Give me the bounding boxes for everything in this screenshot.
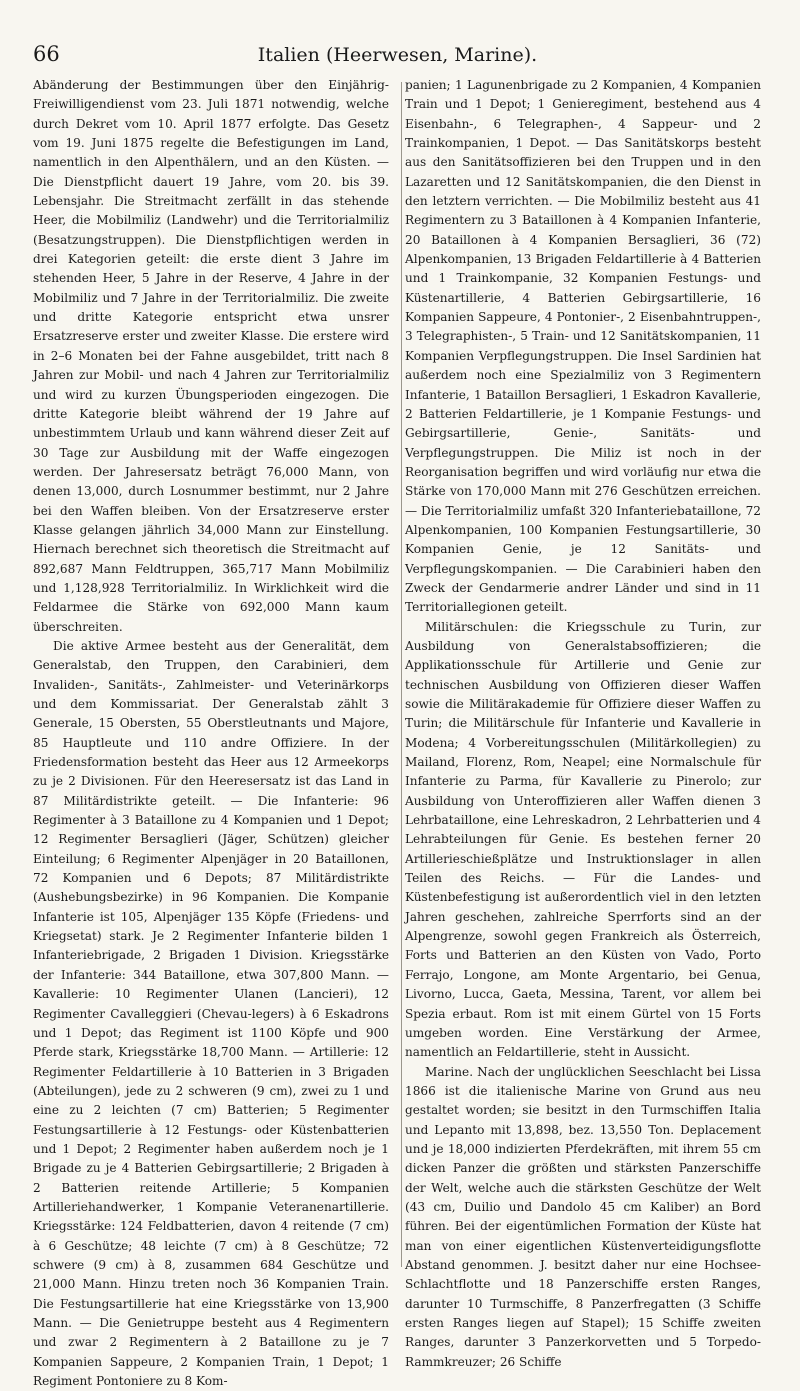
text-columns [33,76,762,1391]
running-head: Italien (Heerwesen, Marine). [257,44,538,66]
paragraph: Die aktive Armee besteht aus der Generalität, dem Generalstab, den Truppen, den Carabinieri, dem Invaliden-, Sanitäts-, Zahlmeister- und Veterinärkorps und dem Kommissariat. Der Generalstab zählt 3 Generale, 15 Obersten, 55 Oberstleutnants und Majore, 85 Hauptleute und 110 andre Offiziere. In der Friedensformation besteht das Heer aus 12 Armeekorps zu je 2 Divisionen. Für den Heeresersatz ist das Land in 87 Militärdistrikte geteilt. — Die Infanterie: 96 Regimenter à 3 Bataillone zu 4 Kompanien und 1 Depot; 12 Regimenter Bersaglieri (Jäger, Schützen) gleicher Einteilung; 6 Regimenter Alpenjäger in 20 Bataillonen, 72 Kompanien und 6 Depots; 87 Militärdistrikte (Aushebungsbezirke) in 96 Kompanien. Die Kompanie Infanterie ist 105, Alpenjäger 135 Köpfe (Friedens- und Kriegsetat) stark. Je 2 Regimenter Infanterie bilden 1 Infanteriebrigade, 2 Brigaden 1 Division. Kriegsstärke der Infanterie: 344 Bataillone, etwa 307,800 Mann. — Kavallerie: 10 Regimenter Ulanen (Lancieri), 12 Regimenter Cavalleggieri (Chevau-legers) à 6 Eskadrons und 1 Depot; das Regiment ist 1100 Köpfe und 900 Pferde stark, Kriegsstärke 18,700 Mann. — Artillerie: 12 Regimenter Feldartillerie à 10 Batterien in 3 Brigaden (Abteilungen), jede zu 2 schweren (9 cm), zwei zu 1 und eine zu 2 leichten (7 cm) Batterien; 5 Regimenter Festungsartillerie à 12 Festungs- oder Küstenbatterien und 1 Depot; 2 Regimenter haben außerdem noch je 1 Brigade zu je 4 Batterien Gebirgsartillerie; 2 Brigaden à 2 Batterien reitende Artillerie; 5 Kompanien Artilleriehandwerker, 1 Kompanie Veteranenartillerie. Kriegsstärke: 124 Feldbatterien, davon 4 reitende (7 cm) à 6 Geschütze; 48 leichte (7 cm) à 8 Geschütze; 72 schwere (9 cm) à 8, zusammen 684 Geschütze und 21,000 Mann. Hinzu treten noch 36 Kompanien Train. Die Festungsartillerie hat eine Kriegsstärke von 13,900 Mann. — Die Genietruppe besteht aus 4 Regimentern und zwar 2 Regimentern à 2 Bataillone zu je 7 Kompanien Sappeure, 2 Kompanien Train, 1 Depot; 1 Regiment Pontoniere zu 8 Kom- [33,638,389,1389]
paragraph: panien; 1 Lagunenbrigade zu 2 Kompanien, 4 Kompanien Train und 1 Depot; 1 Genieregiment, bestehend aus 4 Eisenbahn-, 6 Telegraphen-, 4 Sappeur- und 2 Trainkompanien, 1 Depot. — Das Sanitätskorps besteht aus den Sanitätsoffizieren bei den Truppen und in den Lazaretten und 12 Sanitätskompanien, die den Dienst in den letztern verrichten. — Die Mobilmiliz besteht aus 41 Regimentern zu 3 Bataillonen à 4 Kompanien Infanterie, 20 Bataillonen à 4 Kompanien Bersaglieri, 36 (72) Alpenkompanien, 13 Brigaden Feldartillerie à 4 Batterien und 1 Trainkompanie, 32 Kompanien Festungs- und Küstenartillerie, 4 Batterien Gebirgsartillerie, 16 Kompanien Sappeure, 4 Pontonier-, 2 Eisenbahntruppen-, 3 Telegraphisten-, 5 Train- und 12 Sanitätskompanien, 11 Kompanien Verpflegungstruppen. Die Insel Sardinien hat außerdem noch eine Spezialmiliz von 3 Regimentern Infanterie, 1 Bataillon Bersaglieri, 1 Eskadron Kavallerie, 2 Batterien Feldartillerie, je 1 Kompanie Festungs- und Gebirgsartillerie, Genie-, Sanitäts- und Verpflegungstruppen. Die Miliz ist noch in der Reorganisation begriffen und wird vorläufig nur etwa die Stärke von 170,000 Mann mit 276 Geschützen erreichen. — Die Territorialmiliz umfaßt 320 Infanteriebataillone, 72 Alpenkompanien, 100 Kompanien Festungsartillerie, 30 Kompanien Genie, je 12 Sanitäts- und Verpflegungskompanien. — Die Carabinieri haben den Zweck der Gendarmerie andrer Länder und sind in 11 Territoriallegionen geteilt. [405,78,761,615]
left-column [33,76,389,1391]
page-header [33,40,762,76]
paragraph: Abänderung der Bestimmungen über den Einjährig-Freiwilligendienst vom 23. Juli 1871 notwendig, welche durch Dekret vom 10. April 1877 erfolgte. Das Gesetz vom 19. Juni 1875 regelte die Befestigungen im Land, namentlich in den Alpenthälern, und an den Küsten. — Die Dienstpflicht dauert 19 Jahre, vom 20. bis 39. Lebensjahr. Die Streitmacht zerfällt in das stehende Heer, die Mobilmiliz (Landwehr) und die Territorialmiliz (Besatzungstruppen). Die Dienstpflichtigen werden in drei Kategorien geteilt: die erste dient 3 Jahre im stehenden Heer, 5 Jahre in der Reserve, 4 Jahre in der Mobilmiliz und 7 Jahre in der Territorialmiliz. Die zweite und dritte Kategorie entspricht etwa unsrer Ersatzreserve erster und zweiter Klasse. Die erstere wird in 2–6 Monaten bei der Fahne ausgebildet, tritt nach 8 Jahren zur Mobil- und nach 4 Jahren zur Territorialmiliz und wird zu kurzen Übungsperioden eingezogen. Die dritte Kategorie bleibt während der 19 Jahre auf unbestimmtem Urlaub und kann während dieser Zeit auf 30 Tage zur Ausbildung mit der Waffe eingezogen werden. Der Jahresersatz beträgt 76,000 Mann, von denen 13,000, durch Losnummer bestimmt, nur 2 Jahre bei den Waffen bleiben. Von der Ersatzreserve erster Klasse gelangen jährlich 34,000 Mann zur Einstellung. Hiernach berechnet sich theoretisch die Streitmacht auf 892,687 Mann Feldtruppen, 365,717 Mann Mobilmiliz und 1,128,928 Territorialmiliz. In Wirklichkeit wird die Feldarmee die Stärke von 692,000 Mann kaum überschreiten. [33,78,389,634]
right-column [405,76,761,1391]
paragraph: Marine. Nach der unglücklichen Seeschlacht bei Lissa 1866 ist die italienische Marine von Grund aus neu gestaltet worden; sie besitzt in den Turmschiffen Italia und Lepanto mit 13,898, bez. 13,550 Ton. Deplacement und je 18,000 indizierten Pferdekräften, mit ihrem 55 cm dicken Panzer die größten und stärksten Panzerschiffe der Welt, welche auch die stärksten Geschütze der Welt (43 cm, Duilio und Dandolo 45 cm Kaliber) an Bord führen. Bei der eigentümlichen Formation der Küste hat man von einer eigentlichen Küstenverteidigungsflotte Abstand genommen. J. besitzt daher nur eine Hochsee-Schlachtflotte und 18 Panzerschiffe ersten Ranges, darunter 10 Turmschiffe, 8 Panzerfregatten (3 Schiffe ersten Ranges liegen auf Stapel); 15 Schiffe zweiten Ranges, darunter 3 Panzerkorvetten und 5 Torpedo-Rammkreuzer; 26 Schiffe [405,1064,761,1369]
column-divider [401,82,402,1267]
page-number: 66 [33,42,60,66]
paragraph: Militärschulen: die Kriegsschule zu Turin, zur Ausbildung von Generalstabsoffizieren; die Applikationsschule für Artillerie und Genie zur technischen Ausbildung von Offizieren dieser Waffen sowie die Militärakademie für Offiziere dieser Waffen zu Turin; die Militärschule für Infanterie und Kavallerie in Modena; 4 Vorbereitungsschulen (Militärkollegien) zu Mailand, Florenz, Rom, Neapel; eine Normalschule für Infanterie zu Parma, für Kavallerie zu Pinerolo; zur Ausbildung von Unteroffizieren aller Waffen dienen 3 Lehrbataillone, eine Lehreskadron, 2 Lehrbatterien und 4 Lehrabteilungen für Genie. Es bestehen ferner 20 Artillerieschießplätze und Instruktionslager in allen Teilen des Reichs. — Für die Landes- und Küstenbefestigung ist außerordentlich viel in den letzten Jahren geschehen, zahlreiche Sperrforts sind an der Alpengrenze, sowohl gegen Frankreich als Österreich, Forts und Batterien an den Küsten von Vado, Porto Ferrajo, Longone, am Monte Argentario, bei Genua, Livorno, Lucca, Gaeta, Messina, Tarent, vor allem bei Spezia erbaut. Rom ist mit einem Gürtel von 15 Forts umgeben worden. Eine Verstärkung der Armee, namentlich an Feldartillerie, steht in Aussicht. [405,619,761,1060]
